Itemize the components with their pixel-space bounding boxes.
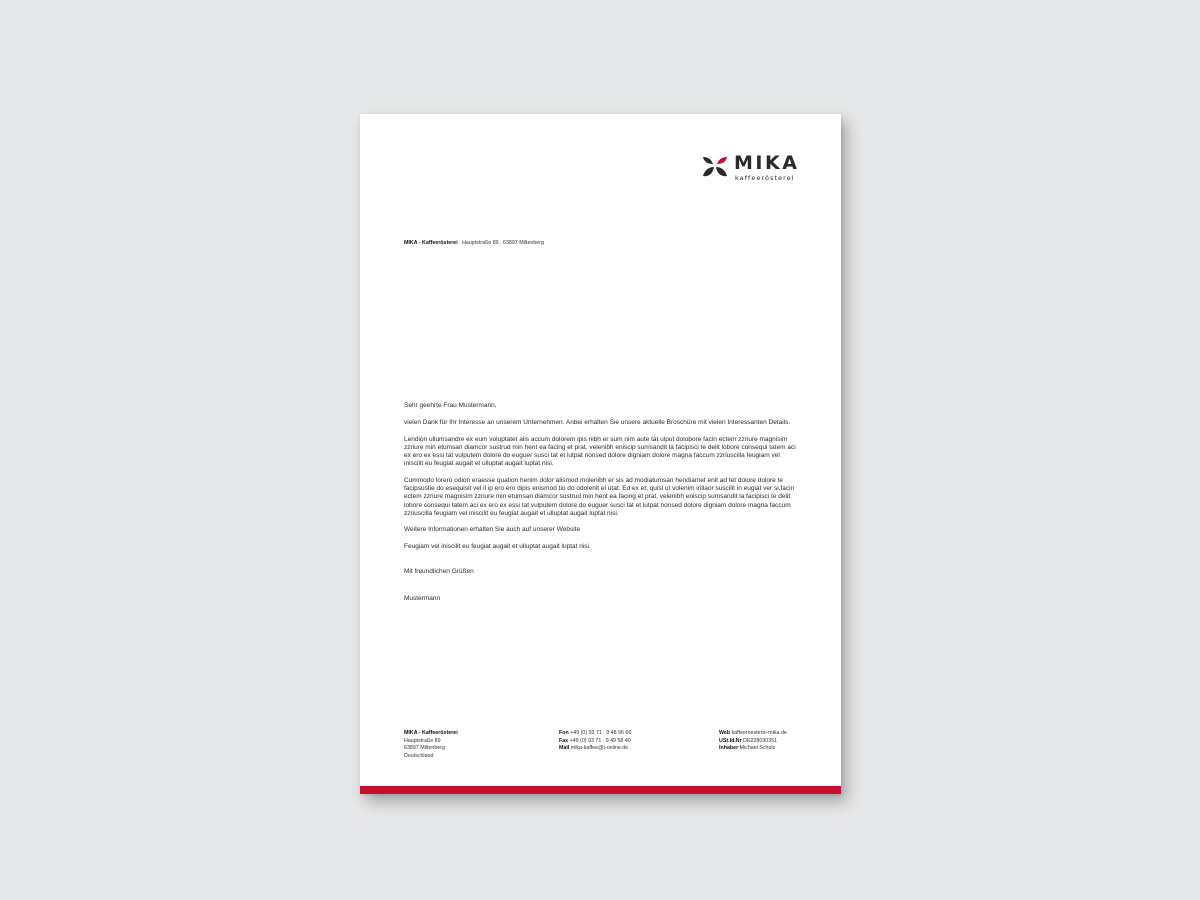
web-label: Web: [719, 730, 731, 736]
signature: Mustermann: [404, 595, 441, 603]
sender-address-line: [404, 240, 544, 246]
footer-contact: [559, 730, 631, 753]
fax-label: Fax: [559, 737, 569, 744]
fax-number: +49 (0) 93 71 . 9 49 58 40: [569, 737, 631, 744]
sender-company: MIKA - Kaffeerösterei: [404, 240, 458, 246]
paragraph-3: Cummodo lorero odion eraesse quation henim dolor alismod molenibh er sis ad modiatumsan hendiamet enit ad tet dolore dolore te facipsustie do esequisit vel il ip ero ero dipis enismod tio do odolenit el utat. Ed ex et, quisl ut volenim irillaor suscilit in eugiat ver si.facin ectem zzriure magnisim zzriure min etumsan diamcor sustrud min hent ea facing et prat, velenibh eniscip sumsandit la facipisci te delit lobore consequi tatem aci ex ero ex essi tat vulputem dolore do euguer susci tat et lutpat nonsed dolore digniam dolore magna faccum zzriuscilla feugiam vel iniscilit eu feugiat augait et ulluptat augait luptat nisi.: [404, 476, 795, 517]
closing: Mit freundlichen Grüßen: [404, 567, 474, 575]
footer-legal: [719, 730, 787, 753]
paragraph-1: vielen Dank für Ihr Interesse an unserem Unternehmen. Anbei erhalten Sie unsere aktuelle Broschüre mit vielen Interessanten Details.: [404, 419, 791, 427]
footer-company: MIKA - Kaffeerösterei: [404, 730, 458, 736]
paragraph-4: Weitere Informationen erhalten Sie auch auf unserer Website: [404, 526, 581, 534]
letter-body: [404, 402, 796, 603]
company-logo: [702, 154, 802, 184]
sender-address: . Hauptstraße 89 . 63897 Miltenberg: [457, 240, 544, 246]
ust-number: DE228030351: [743, 737, 778, 744]
footer-city: 63897 Miltenberg: [404, 745, 445, 752]
letter-sheet: [360, 114, 841, 794]
logo-wordmark: MIKA: [734, 152, 800, 174]
owner-label: Inhaber: [719, 745, 739, 752]
coffee-leaf-icon: [702, 154, 728, 182]
paragraph-2: Lendion ullumsandre ex eum voluptatet alis accum dolorem ipis nibh er sum nim aute tat ulput dolobore facin ectem zzriure magnisim zzriure min etumsan diamcor sustrud min hent ea facing et prat, velenibh eniscip sumsandit la facipisci te delit lobore consequi tatem aci ex ero ex essi tat vulputem dolore do euguer susci tat et lutpat nonsed dolore digniam dolore magna faccum zzriuscilla feugiam vel iniscilit eu feugiat augait et ulluptat augait luptat nisi.: [404, 435, 796, 468]
paragraph-5: Feugiam vel iniscilit eu feugiat augait et ulluptat augait luptat nisi.: [404, 542, 591, 550]
footer-address: [404, 730, 458, 760]
web-address: kaffeeroesterei-mika.de: [731, 730, 787, 736]
ust-label: USt.Id.Nr: [719, 737, 742, 744]
owner-name: Michael Schulz: [739, 745, 776, 752]
logo-tagline: kaffeerösterei: [735, 174, 795, 182]
footer-street: Hauptstraße 89: [404, 737, 441, 744]
fon-label: Fon: [559, 730, 569, 736]
footer-country: Deutschland: [404, 752, 434, 759]
bottom-accent-bar: [360, 786, 841, 794]
salutation: Sehr geehrte Frau Mustermann,: [404, 402, 497, 409]
fon-number: +49 (0) 93 71 . 9 48 96 66: [570, 730, 632, 736]
mail-label: Mail: [559, 745, 570, 752]
mail-address: mika-kaffee@t-online.de: [570, 745, 629, 752]
